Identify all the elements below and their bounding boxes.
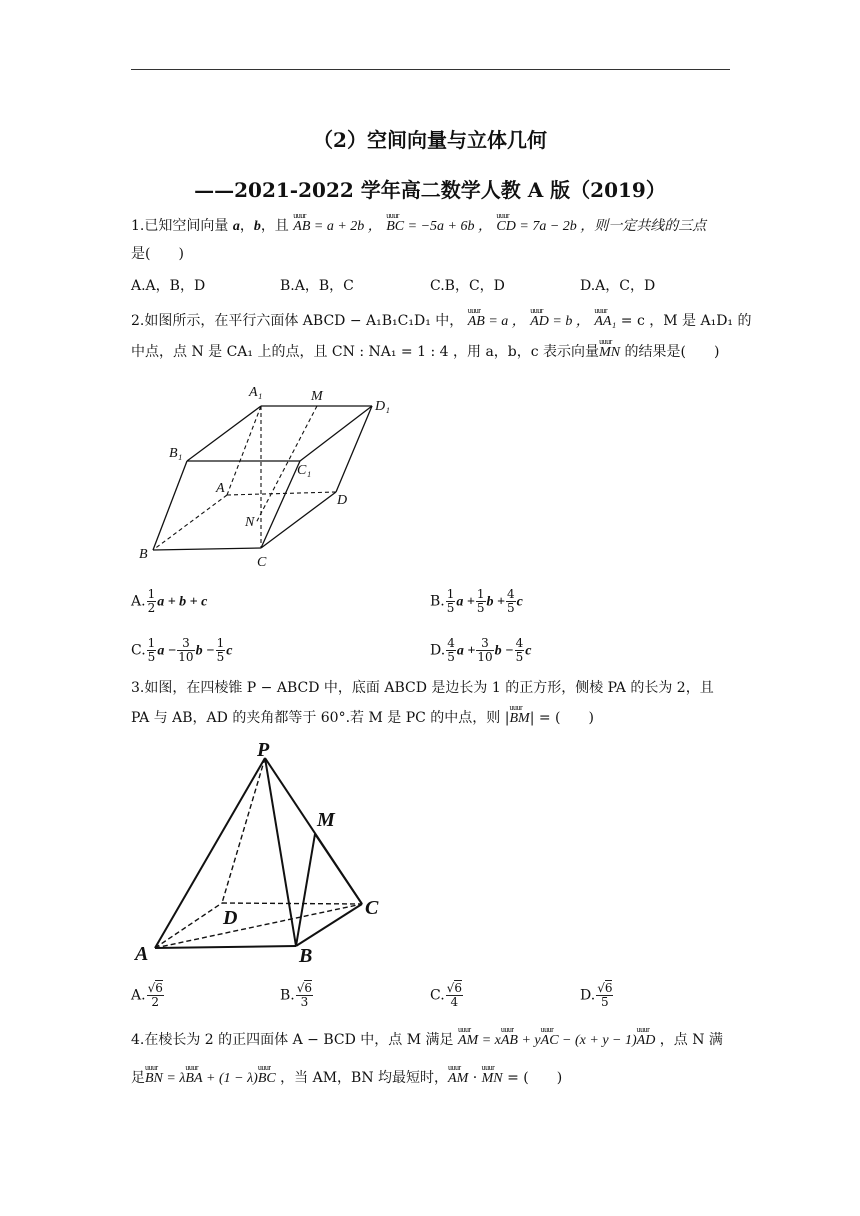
vector-ab: uuur AB	[468, 312, 485, 332]
label-m: M	[311, 389, 323, 404]
label-a: A	[135, 943, 149, 965]
q3-option-d[interactable]: D. $\frac{√6}{5}$	[580, 981, 613, 1009]
vector-ad: uuur AD	[530, 312, 549, 332]
vector-bm: uuur BM	[509, 709, 529, 729]
label-b: B	[299, 945, 313, 967]
vector-ad: uuur AD	[637, 1031, 656, 1051]
label-p: P	[257, 739, 270, 761]
worksheet-title: ——2021-2022 学年高二数学人教 A 版（2019）	[194, 178, 666, 202]
vector-ab: uuur AB	[501, 1031, 518, 1051]
vector-bc: uuur BC	[386, 217, 404, 237]
vector-mn: uuur MN	[599, 343, 620, 363]
q3-stem-line1: 3.如图，在四棱锥 P − ABCD 中，底面 ABCD 是边长为 1 的正方形，侧棱 PA 的长为 2，且	[131, 680, 714, 696]
q4-stem-line1: 4.在棱长为 2 的正四面体 A − BCD 中，点 M 满足 uuur AM = xuuur AB + yuuur AC − (x + y − 1)uuur AD ，点 N 满	[131, 1030, 723, 1051]
label-c: C	[365, 897, 379, 919]
label-m: M	[317, 809, 335, 831]
vector-am: uuur AM	[448, 1069, 468, 1089]
q1-option-d[interactable]: D.A，C，D	[580, 278, 656, 294]
vector-bc: uuur BC	[258, 1069, 276, 1089]
label-b: B	[139, 547, 148, 562]
q2-stem-line1: 2.如图所示，在平行六面体 ABCD − A₁B₁C₁D₁ 中， uuur AB = a ， uuur AD = b ， uuur AA₁ = c ，M 是 A₁D₁ 的	[131, 311, 751, 332]
q3-option-b[interactable]: B. $\frac{√6}{3}$	[280, 981, 313, 1009]
parallelepiped-figure	[131, 378, 401, 573]
q1-option-b[interactable]: B.A，B，C	[280, 278, 354, 294]
label-d: D	[337, 493, 348, 508]
vector-ac: uuur AC	[541, 1031, 559, 1051]
label-c: C	[257, 555, 267, 570]
q2-option-b[interactable]: B. $\frac{1}{5}$ a + $\frac{1}{5}$ b + $\frac{4}{5}$ c	[430, 587, 523, 615]
section-title: （2）空间向量与立体几何	[313, 128, 547, 152]
vector-bn: uuur BN	[145, 1069, 163, 1089]
vector-aa1: uuur AA₁	[594, 312, 616, 332]
q2-option-d[interactable]: D. $\frac{4}{5}$ a + $\frac{3}{10}$ b − $\frac{4}{5}$ c	[430, 636, 532, 664]
label-d1: D₁	[375, 399, 390, 414]
q3-option-c[interactable]: C. $\frac{√6}{4}$	[430, 981, 462, 1009]
vector-am: uuur AM	[458, 1031, 478, 1051]
q4-stem-line2: 足uuur BN = λuuur BA + (1 − λ)uuur BC ，当 AM，BN 均最短时，uuur AM · uuur MN = ( )	[131, 1068, 562, 1089]
q3-option-a[interactable]: A. $\frac{√6}{2}$	[131, 981, 163, 1009]
q1-stem-line1: 1.已知空间向量 a，b，且 uuur AB = a + 2b ， uuur BC = −5a + 6b ， uuur CD = 7a − 2b ，则一定共线的三点	[131, 216, 706, 237]
label-n: N	[245, 515, 255, 530]
label-d: D	[223, 907, 238, 929]
header-rule	[131, 69, 730, 70]
q2-option-a[interactable]: A. $\frac{1}{2}$ a + b + c	[131, 587, 208, 615]
q2-stem-line2: 中点，点 N 是 CA₁ 上的点，且 CN : NA₁ = 1 : 4 ，用 a，b，c 表示向量uuur MN 的结果是( )	[131, 342, 719, 363]
q3-stem-line2: PA 与 AB，AD 的夹角都等于 60°.若 M 是 PC 的中点，则 |uuur BM| = ( )	[131, 708, 594, 729]
label-c1: C₁	[297, 463, 312, 478]
q2-option-c[interactable]: C. $\frac{1}{5}$ a − $\frac{3}{10}$ b − $\frac{1}{5}$ c	[131, 636, 233, 664]
label-a1: A₁	[249, 385, 263, 400]
label-a: A	[216, 481, 225, 496]
pyramid-figure	[131, 738, 401, 968]
vector-ba: uuur BA	[185, 1069, 202, 1089]
vector-ab: uuur AB	[293, 217, 310, 237]
label-b1: B₁	[169, 446, 183, 461]
vector-mn: uuur MN	[482, 1069, 503, 1089]
q1-stem-line2: 是( )	[131, 246, 184, 262]
q1-option-c[interactable]: C.B，C，D	[430, 278, 505, 294]
vector-cd: uuur CD	[496, 217, 515, 237]
q1-option-a[interactable]: A.A，B，D	[131, 278, 206, 294]
